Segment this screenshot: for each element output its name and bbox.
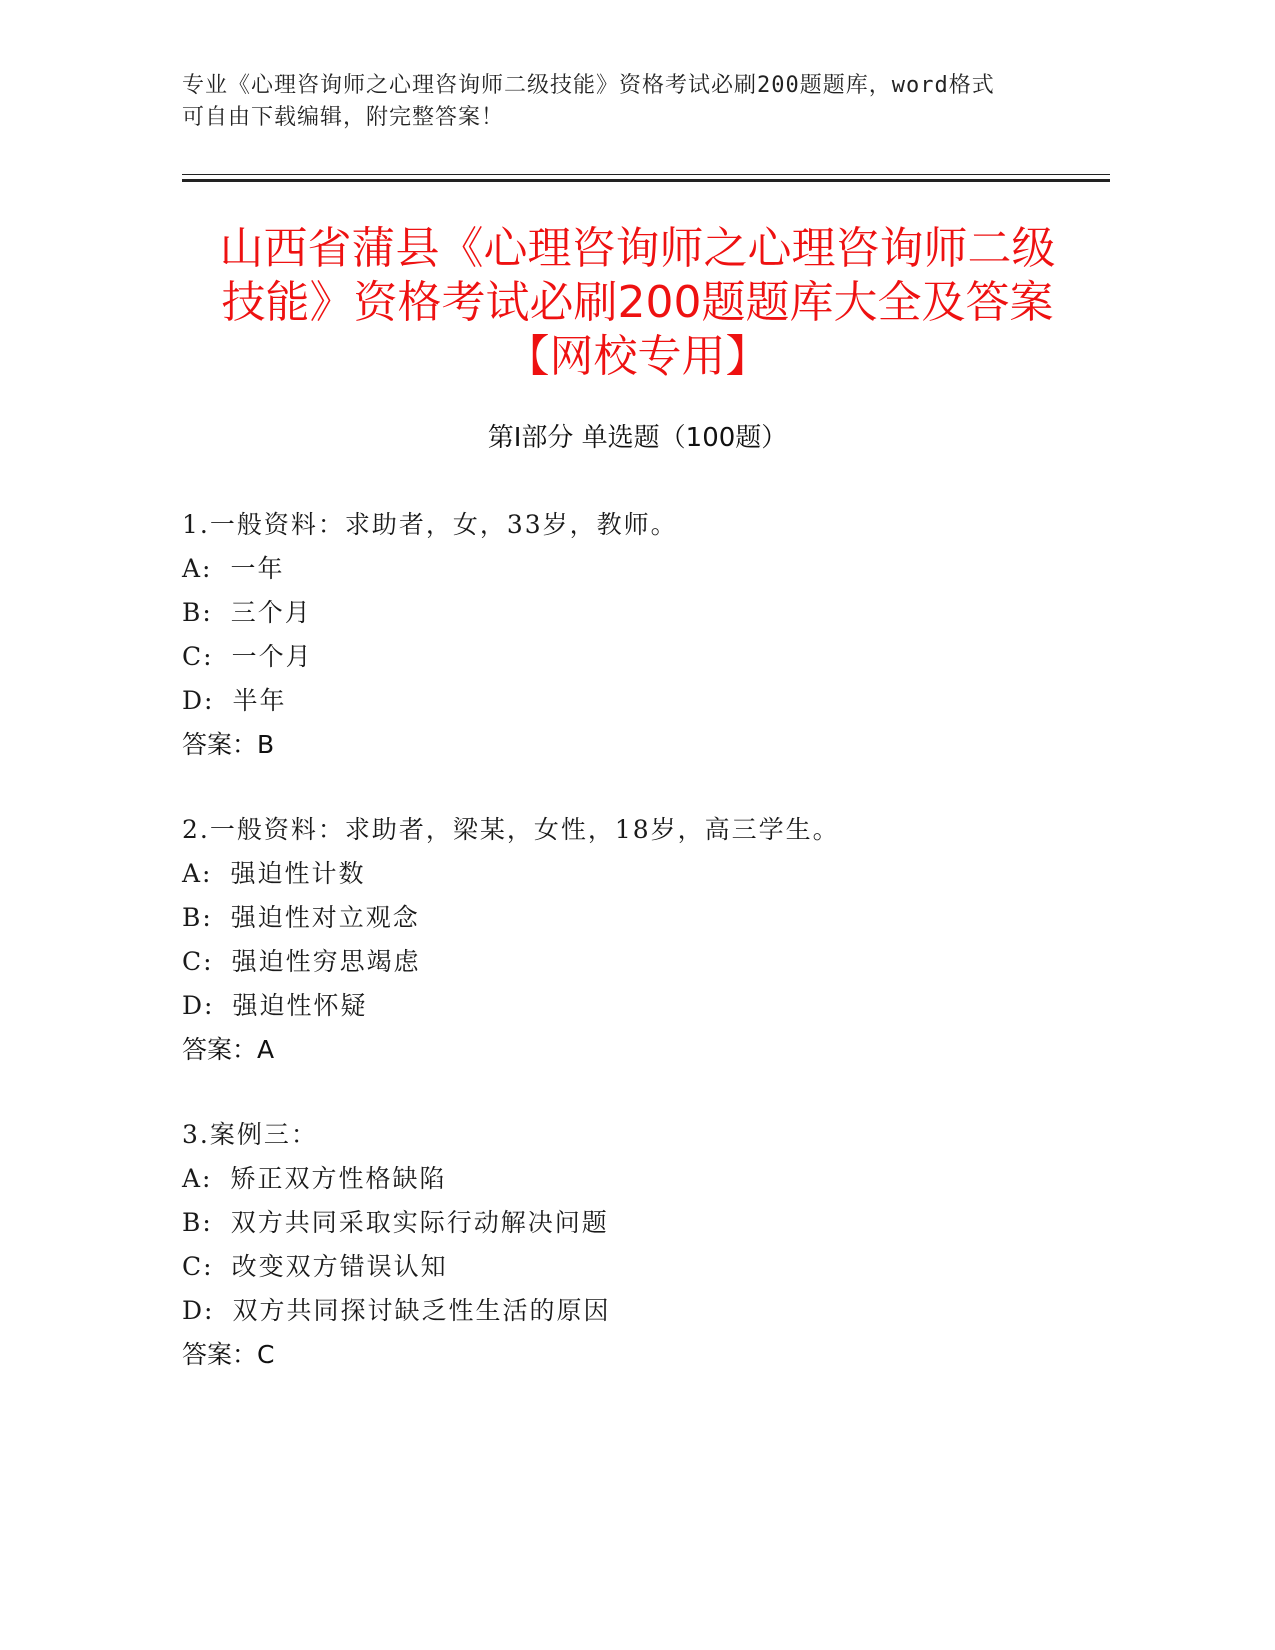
option-key: C: — [182, 947, 214, 976]
question-1 — [182, 503, 1112, 767]
option-text: 矫正双方性格缺陷 — [230, 1164, 447, 1193]
section-title: 第Ⅰ部分 单选题（100题） — [487, 423, 788, 453]
option-b — [182, 1201, 1112, 1245]
answer: 答案：B — [182, 730, 275, 759]
header-note-line-1: 专业《心理咨询师之心理咨询师二级技能》资格考试必刷200题题库，word格式 — [182, 73, 995, 98]
option-a — [182, 547, 1112, 591]
option-text: 一个月 — [231, 642, 313, 671]
option-d — [182, 1289, 1112, 1333]
option-key: B: — [182, 598, 213, 627]
option-c — [182, 1245, 1112, 1289]
answer: 答案：A — [182, 1035, 275, 1064]
question-3 — [182, 1113, 1112, 1377]
option-key: D: — [182, 686, 215, 715]
answer: 答案：C — [182, 1340, 275, 1369]
option-a — [182, 1157, 1112, 1201]
option-text: 一年 — [230, 554, 285, 583]
option-text: 改变双方错误认知 — [231, 1252, 448, 1281]
option-d — [182, 679, 1112, 723]
option-key: C: — [182, 1252, 214, 1281]
option-text: 强迫性穷思竭虑 — [231, 947, 421, 976]
option-text: 强迫性对立观念 — [230, 903, 420, 932]
header-divider-thin — [182, 174, 1110, 175]
option-key: B: — [182, 903, 213, 932]
option-text: 双方共同采取实际行动解决问题 — [230, 1208, 609, 1237]
option-text: 双方共同探讨缺乏性生活的原因 — [232, 1296, 611, 1325]
header-note-line-2: 可自由下载编辑，附完整答案！ — [182, 105, 505, 130]
document-title-line-2: 技能》资格考试必刷200题题库大全及答案 — [221, 277, 1054, 328]
question-stem: 2.一般资料：求助者，梁某，女性，18岁，高三学生。 — [182, 815, 840, 844]
option-a — [182, 852, 1112, 896]
option-key: A: — [182, 859, 213, 888]
option-key: D: — [182, 1296, 215, 1325]
option-key: A: — [182, 554, 213, 583]
header-note — [182, 70, 1062, 134]
option-b — [182, 896, 1112, 940]
option-text: 强迫性怀疑 — [232, 991, 368, 1020]
header-divider-thick — [182, 179, 1110, 182]
option-key: C: — [182, 642, 214, 671]
question-2 — [182, 808, 1112, 1072]
question-stem: 3.案例三： — [182, 1120, 318, 1149]
option-text: 半年 — [232, 686, 287, 715]
option-b — [182, 591, 1112, 635]
document-title-line-3: 【网校专用】 — [505, 331, 770, 382]
option-d — [182, 984, 1112, 1028]
option-key: A: — [182, 1164, 213, 1193]
document-title-line-1: 山西省蒲县《心理咨询师之心理咨询师二级 — [219, 223, 1056, 274]
document-title — [160, 222, 1115, 384]
option-key: B: — [182, 1208, 213, 1237]
option-key: D: — [182, 991, 215, 1020]
option-c — [182, 940, 1112, 984]
option-c — [182, 635, 1112, 679]
question-stem: 1.一般资料：求助者，女，33岁，教师。 — [182, 510, 678, 539]
option-text: 三个月 — [230, 598, 312, 627]
option-text: 强迫性计数 — [230, 859, 366, 888]
